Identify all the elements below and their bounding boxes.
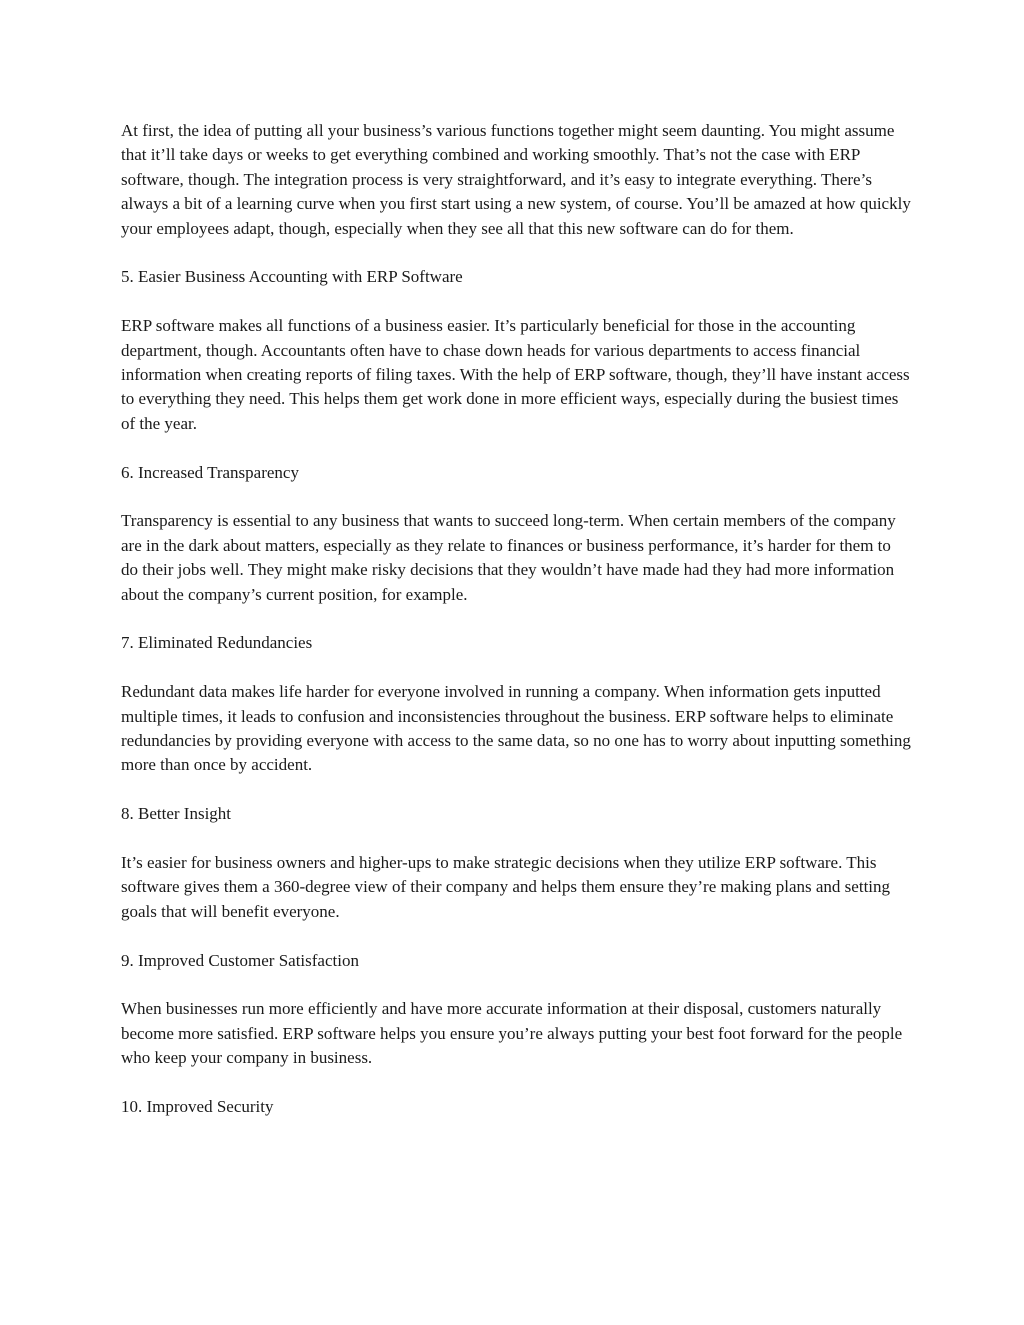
section-paragraph-6: Transparency is essential to any business that wants to succeed long-term. When certain members of the company are in the dark about matters, especially as they relate to finances or business performance, it’s harder for them to do their jobs well. They might make risky decisions that they wouldn’t have made had they had more information about the company’s current position, for example.: [121, 511, 896, 604]
section-heading-8: 8. Better Insight: [121, 804, 232, 824]
section-heading-10: 10. Improved Security: [121, 1097, 274, 1117]
section-heading-9: 9. Improved Customer Satisfaction: [121, 950, 359, 970]
intro-paragraph: At first, the idea of putting all your business’s various functions together might seem daunting. You might assume that it’ll take days or weeks to get everything combined and working smoothly. That’s not the case with ERP software, though. The integration process is very straightforward, and it’s easy to integrate everything. There’s always a bit of a learning curve when you first start using a new system, of course. You’ll be amazed at how quickly your employees adapt, though, especially when they see all that this new software can do for them.: [121, 121, 911, 238]
section-paragraph-8: It’s easier for business owners and higher-ups to make strategic decisions when they utilize ERP software. This software gives them a 360-degree view of their company and helps them ensure they’re making plans and setting goals that will benefit everyone.: [121, 853, 891, 921]
section-heading-6: 6. Increased Transparency: [121, 462, 299, 482]
document-page: [121, 119, 911, 1144]
section-paragraph-9: When businesses run more efficiently and have more accurate information at their disposal, customers naturally become more satisfied. ERP software helps you ensure you’re always putting your best foot forward for the people who keep your company in business.: [121, 999, 903, 1068]
section-heading-5: 5. Easier Business Accounting with ERP Software: [121, 267, 463, 287]
section-paragraph-7: Redundant data makes life harder for everyone involved in running a company. When information gets inputted multiple times, it leads to confusion and inconsistencies throughout the business. ERP software helps to eliminate redundancies by providing everyone with access to the same data, so no one has to worry about inputting something more than once by accident.: [121, 682, 911, 775]
section-paragraph-5: ERP software makes all functions of a business easier. It’s particularly beneficial for those in the accounting department, though. Accountants often have to chase down heads for various departments to access financial information when creating reports of filing taxes. With the help of ERP software, though, they’ll have instant access to everything they need. This helps them get work done in more efficient ways, especially during the busiest times of the year.: [121, 316, 910, 433]
section-heading-7: 7. Eliminated Redundancies: [121, 633, 313, 653]
